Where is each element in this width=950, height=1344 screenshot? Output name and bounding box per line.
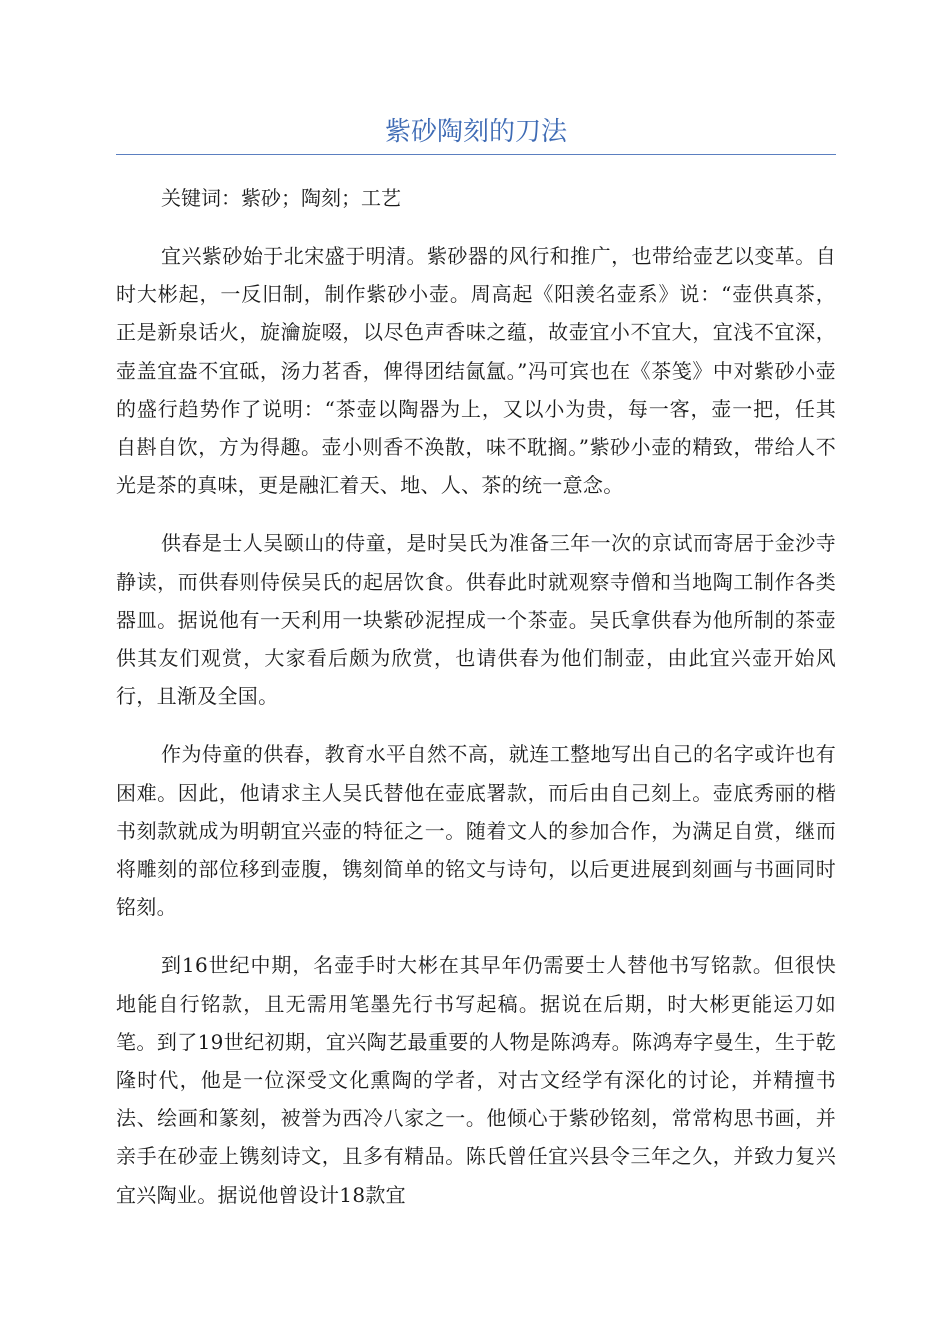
document-body	[116, 112, 836, 1214]
keywords-line: 关键词：紫砂；陶刻；工艺	[161, 186, 401, 210]
paragraph-inscription: 作为侍童的供春，教育水平自然不高，就连工整地写出自己的名字或许也有困难。因此，他请求主人吴氏替他在壶底署款，而后由自己刻上。壶底秀丽的楷书刻款就成为明朝宜兴壶的特征之一。随着文人的参加合作，为满足自赏，继而将雕刻的部位移到壶腹，镌刻简单的铭文与诗句，以后更进展到刻画与书画同时铭刻。	[116, 742, 836, 920]
paragraph-intro: 宜兴紫砂始于北宋盛于明清。紫砂器的风行和推广，也带给壶艺以变革。自时大彬起，一反旧制，制作紫砂小壶。周高起《阳羡名壶系》说：“壶供真茶，正是新泉话火，旋瀹旋啜，以尽色声香味之蕴，故壶宜小不宜大，宜浅不宜深，壶盖宜盎不宜砥，汤力茗香，俾得团结氤氲。”冯可宾也在《茶笺》中对紫砂小壶的盛行趋势作了说明：“茶壶以陶器为上，又以小为贵，每一客，壶一把，任其自斟自饮，方为得趣。壶小则香不涣散，味不耽搁。”紫砂小壶的精致，带给人不光是茶的真味，更是融汇着天、地、人、茶的统一意念。	[116, 244, 836, 498]
paragraph-history: 到16世纪中期，名壶手时大彬在其早年仍需要士人替他书写铭款。但很快地能自行铭款，且无需用笔墨先行书写起稿。据说在后期，时大彬更能运刀如笔。到了19世纪初期，宜兴陶艺最重要的人物是陈鸿寿。陈鸿寿字曼生，生于乾隆时代，他是一位深受文化熏陶的学者，对古文经学有深化的讨论，并精擅书法、绘画和篆刻，被誉为西冷八家之一。他倾心于紫砂铭刻，常常构思书画，并亲手在砂壶上镌刻诗文，且多有精品。陈氏曾任宜兴县令三年之久，并致力复兴宜兴陶业。据说他曾设计18款宜	[116, 953, 836, 1207]
paragraph-gongchun: 供春是士人吴颐山的侍童，是时吴氏为准备三年一次的京试而寄居于金沙寺静读，而供春则侍侯吴氏的起居饮食。供春此时就观察寺僧和当地陶工制作各类器皿。据说他有一天利用一块紫砂泥捏成一个茶壶。吴氏拿供春为他所制的茶壶供其友们观赏，大家看后颇为欣赏，也请供春为他们制壶，由此宜兴壶开始风行，且渐及全国。	[116, 531, 836, 709]
page-title: 紫砂陶刻的刀法	[384, 117, 567, 147]
title-underline	[116, 154, 836, 155]
